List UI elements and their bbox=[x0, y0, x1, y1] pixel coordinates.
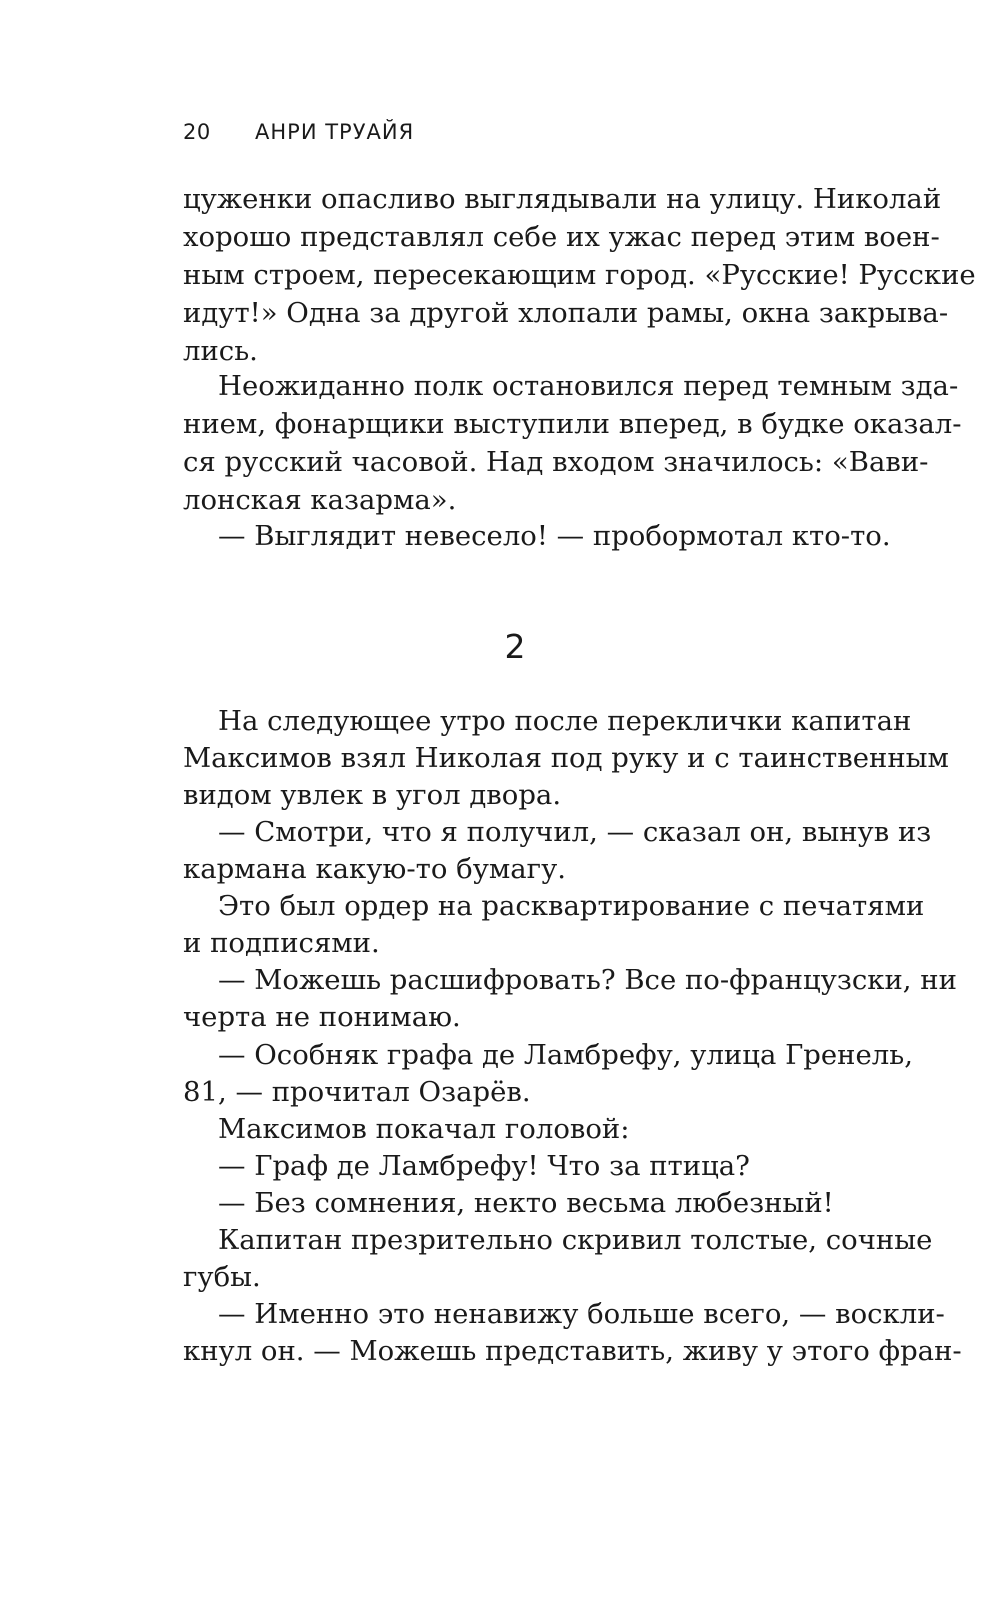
text-line: Максимов покачал головой: bbox=[218, 1113, 630, 1145]
chapter-number: 2 bbox=[504, 627, 526, 666]
text-line: На следующее утро после переклички капитан bbox=[218, 705, 912, 737]
running-title: АНРИ ТРУАЙЯ bbox=[255, 120, 415, 144]
page-number: 20 bbox=[183, 120, 211, 144]
text-line: 81, — прочитал Озарёв. bbox=[183, 1076, 531, 1108]
text-line: лонская казарма». bbox=[183, 484, 457, 516]
running-header bbox=[183, 120, 414, 144]
text-line: ся русский часовой. Над входом значилось: «Вави- bbox=[183, 446, 929, 478]
text-line: нием, фонарщики выступили вперед, в будке оказал- bbox=[183, 408, 962, 440]
text-line: кнул он. — Можешь представить, живу у этого фран- bbox=[183, 1335, 962, 1367]
text-line: — Особняк графа де Ламбрефу, улица Гренель, bbox=[218, 1039, 913, 1071]
text-line: Это был ордер на расквартирование с печатями bbox=[218, 890, 925, 922]
text-line: — Можешь расшифровать? Все по-французски, ни bbox=[218, 964, 957, 996]
text-line: Максимов взял Николая под руку и с таинственным bbox=[183, 742, 949, 774]
text-line: и подписями. bbox=[183, 927, 380, 959]
text-line: черта не понимаю. bbox=[183, 1001, 461, 1033]
text-line: — Без сомнения, некто весьма любезный! bbox=[218, 1187, 834, 1219]
text-line: — Именно это ненавижу больше всего, — воскли- bbox=[218, 1298, 945, 1330]
text-line: — Граф де Ламбрефу! Что за птица? bbox=[218, 1150, 750, 1182]
text-line: Неожиданно полк остановился перед темным зда- bbox=[218, 370, 959, 402]
text-line: Капитан презрительно скривил толстые, сочные bbox=[218, 1224, 933, 1256]
text-line: цуженки опасливо выглядывали на улицу. Николай bbox=[183, 183, 942, 215]
text-line: губы. bbox=[183, 1261, 261, 1293]
text-line: лись. bbox=[183, 335, 258, 367]
text-line: видом увлек в угол двора. bbox=[183, 779, 562, 811]
text-line: — Смотри, что я получил, — сказал он, вынув из bbox=[218, 816, 932, 848]
text-line: — Выглядит невесело! — пробормотал кто-то. bbox=[218, 520, 891, 552]
text-line: кармана какую-то бумагу. bbox=[183, 853, 566, 885]
text-line: хорошо представлял себе их ужас перед этим воен- bbox=[183, 221, 940, 253]
text-line: ным строем, пересекающим город. «Русские! Русские bbox=[183, 259, 976, 291]
text-line: идут!» Одна за другой хлопали рамы, окна закрыва- bbox=[183, 297, 949, 329]
